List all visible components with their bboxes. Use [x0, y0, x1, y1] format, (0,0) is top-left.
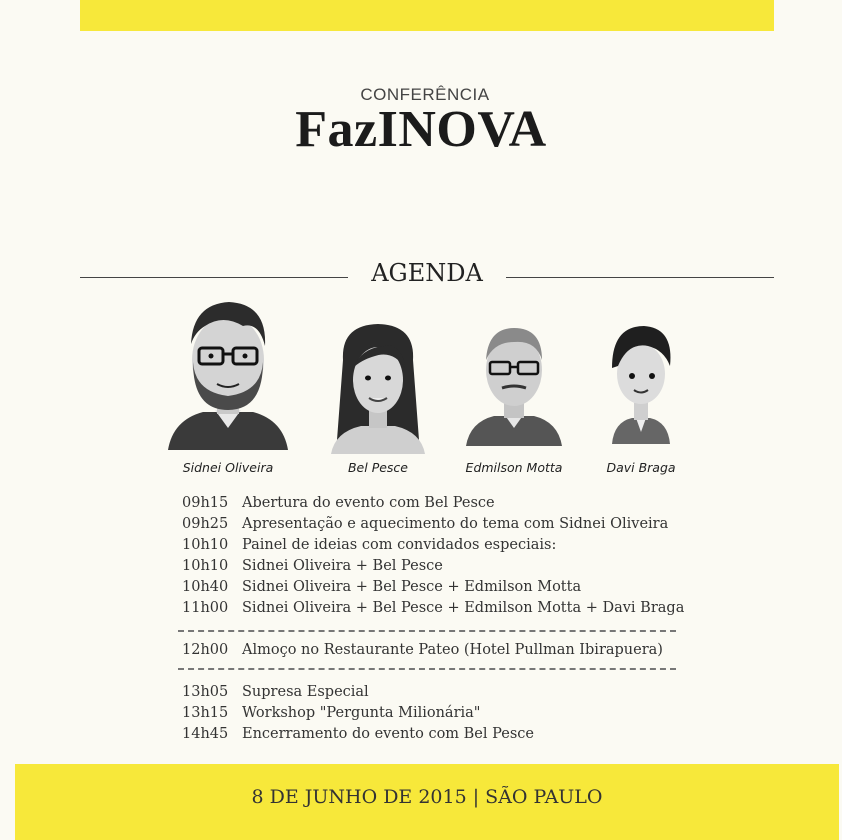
speaker-davi-braga — [598, 320, 684, 446]
schedule-block-2 — [182, 640, 682, 661]
schedule-desc: Sidnei Oliveira + Bel Pesce + Edmilson Motta + Davi Braga — [242, 600, 685, 616]
schedule-time: 12h00 — [182, 642, 229, 658]
speaker-edmilson-motta — [462, 318, 566, 448]
speaker-bel-pesce — [323, 320, 433, 455]
schedule-block-1 — [182, 493, 685, 619]
schedule-desc: Encerramento do evento com Bel Pesce — [242, 726, 534, 742]
schedule-desc: Painel de ideias com convidados especiais: — [242, 537, 557, 553]
schedule-time: 14h45 — [182, 726, 229, 742]
avatar-sidnei-icon — [163, 292, 293, 452]
schedule-row — [182, 682, 682, 703]
schedule-row — [182, 724, 682, 745]
schedule-desc: Supresa Especial — [242, 684, 369, 700]
schedule-row — [182, 577, 682, 598]
schedule-time: 09h25 — [182, 516, 229, 532]
avatar-davi-icon — [598, 320, 684, 446]
speaker-name-bel: Bel Pesce — [347, 460, 409, 475]
schedule-time: 13h05 — [182, 684, 229, 700]
schedule-row — [182, 598, 685, 619]
schedule-desc: Sidnei Oliveira + Bel Pesce — [242, 558, 443, 574]
schedule-time: 10h10 — [182, 537, 229, 553]
schedule-desc: Abertura do evento com Bel Pesce — [242, 495, 495, 511]
agenda-divider-left — [80, 277, 348, 278]
schedule-row — [182, 535, 682, 556]
schedule-row — [182, 493, 682, 514]
schedule-time: 11h00 — [182, 600, 229, 616]
schedule-time: 10h10 — [182, 558, 229, 574]
avatar-bel-icon — [323, 320, 433, 455]
schedule-desc: Apresentação e aquecimento do tema com Sidnei Oliveira — [242, 516, 669, 532]
schedule-time: 13h15 — [182, 705, 229, 721]
speaker-name-davi: Davi Braga — [606, 460, 676, 475]
speaker-name-sidnei: Sidnei Oliveira — [182, 460, 274, 475]
schedule-row — [182, 703, 682, 724]
speaker-sidnei-oliveira — [163, 292, 293, 452]
agenda-heading: AGENDA — [371, 259, 483, 287]
schedule-row — [182, 640, 682, 661]
conference-pre-title: CONFERÊNCIA — [360, 85, 490, 104]
schedule-block-3 — [182, 682, 682, 745]
conference-title: FazINOVA — [295, 101, 547, 158]
schedule-row — [182, 514, 682, 535]
schedule-desc: Almoço no Restaurante Pateo (Hotel Pullman Ibirapuera) — [242, 642, 663, 658]
agenda-divider-right — [506, 277, 774, 278]
top-accent-bar — [80, 0, 774, 31]
schedule-desc: Sidnei Oliveira + Bel Pesce + Edmilson Motta — [242, 579, 582, 595]
schedule-row — [182, 556, 682, 577]
schedule-desc: Workshop "Pergunta Milionária" — [242, 705, 481, 721]
avatar-edmilson-icon — [462, 318, 566, 448]
schedule-time: 09h15 — [182, 495, 229, 511]
dashed-divider — [178, 668, 676, 670]
event-date-location: 8 DE JUNHO DE 2015 | SÃO PAULO — [251, 786, 603, 808]
dashed-divider — [178, 630, 676, 632]
schedule-time: 10h40 — [182, 579, 229, 595]
speaker-name-edmilson: Edmilson Motta — [465, 460, 563, 475]
